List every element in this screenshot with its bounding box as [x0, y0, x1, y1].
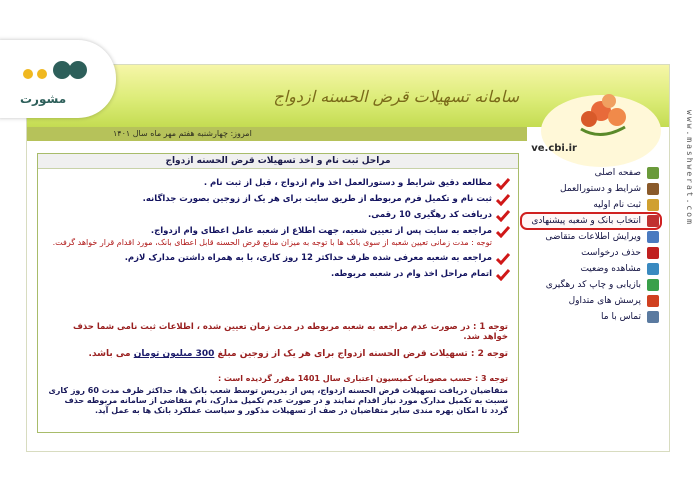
sidebar-item-contact[interactable] [521, 309, 661, 325]
steps-list [42, 178, 510, 285]
home-icon [647, 167, 659, 179]
step-item [42, 253, 510, 264]
note-2-amount: 300 میلیون تومان [133, 349, 215, 359]
page-frame [26, 64, 670, 452]
main-panel [37, 153, 519, 433]
monitor-icon [647, 263, 659, 275]
logo-mark-icon [20, 54, 90, 84]
arrow-icon [647, 215, 659, 227]
step-item [42, 269, 510, 280]
step-item [42, 210, 510, 221]
main-title: مراحل ثبت نام و اخذ تسهیلات قرض الحسنه ازدواج [38, 154, 518, 169]
sidebar-item-label: ثبت نام اولیه [593, 200, 641, 210]
sidebar-item-help[interactable] [521, 293, 661, 309]
sidebar-item-edit[interactable] [521, 197, 661, 213]
side-url: www.mashwerat.com [685, 110, 694, 226]
step-note: توجه : مدت زمانی تعیین شعبه از سوی بانک ها با توجه به میزان منابع قرض الحسنه قابل اعطای بانک، مورد اقدام قرار خواهد گرفت. [52, 238, 492, 247]
sidebar-item-home[interactable] [521, 165, 661, 181]
sidebar-item-book[interactable] [521, 181, 661, 197]
step-text: مراجعه به شعبه معرفی شده ظرف حداکثر 12 روز کاری، با به همراه داشتن مدارک لازم. [124, 253, 492, 263]
date-text: امروز: چهارشنبه هفتم مهر ماه سال ۱۴۰۱ [113, 129, 252, 138]
pencil-icon [647, 231, 659, 243]
step-text: مراجعه به سایت پس از تعیین شعبه، جهت اطلاع از شعبه عامل اعطای وام ازدواج. [150, 226, 492, 236]
checkmark-icon [496, 269, 510, 281]
sidebar-item-label: پرسش های متداول [568, 296, 641, 306]
logo-text: مشورت [20, 92, 67, 106]
sidebar-item-label: تماس با ما [601, 312, 641, 322]
note-2-suffix: می باشد. [88, 349, 131, 359]
date-bar [27, 127, 527, 141]
delete-icon [647, 247, 659, 259]
contact-icon [647, 311, 659, 323]
step-text: ثبت نام و تکمیل فرم مربوطه از طریق سایت برای هر یک از زوجین بصورت جداگانه. [142, 194, 492, 204]
checkmark-icon [496, 178, 510, 190]
site-tag[interactable]: ve.cbi.ir [531, 143, 577, 154]
header-title: سامانه تسهیلات قرض الحسنه ازدواج [273, 87, 519, 106]
note-3-body: متقاضیان دریافت تسهیلات قرض الحسنه ازدواج، پس از بدریس توسط شعب بانک ها، حداکثر ظرف مدت 60 روز کاری نسبت به تکمیل مدارک مورد نیاز اقدام نمایند و در صورت عدم تکمیل مدارک، نام متقاضی از سامانه مربوطه حذف گردد تا امکان بهره مندی سایر متقاضیان در صف از تسهیلات مذکور و سیاست عملکرد بانک ها به عمل آید. [48, 386, 508, 415]
step-item [42, 194, 510, 205]
step-text: دریافت کد رهگیری 10 رقمی. [367, 210, 492, 220]
note-3-head: توجه 3 : حسب مصوبات کمیسیون اعتباری سال 1401 مقرر گردیده است : [217, 374, 508, 383]
sidebar-item-label: حذف درخواست [581, 248, 641, 258]
sidebar-menu [521, 165, 661, 325]
step-item [42, 226, 510, 248]
note-2-prefix: توجه 2 : تسهیلات قرض الحسنه ازدواج برای هر یک از زوجین مبلغ [217, 349, 508, 359]
sidebar-item-pencil[interactable] [521, 229, 661, 245]
sidebar-item-label: مشاهده وضعیت [580, 264, 641, 274]
note-1: توجه 1 : در صورت عدم مراجعه به شعبه مربوطه در مدت زمان تعیین شده ، اطلاعات ثبت نامی شما حذف خواهد شد. [72, 322, 508, 342]
book-icon [647, 183, 659, 195]
edit-icon [647, 199, 659, 211]
sidebar-item-label: ویرایش اطلاعات متقاضی [545, 232, 641, 242]
sidebar-item-label: صفحه اصلی [594, 168, 641, 178]
note-2 [48, 349, 508, 359]
sidebar-item-label: شرایط و دستورالعمل [560, 184, 641, 194]
checkmark-icon [496, 210, 510, 222]
sidebar-item-label: انتخاب بانک و شعبه پیشنهادی [531, 216, 641, 226]
checkmark-icon [496, 194, 510, 206]
watermark-logo [0, 40, 116, 118]
note-3 [48, 374, 508, 416]
sidebar-item-arrow[interactable] [521, 213, 661, 229]
sidebar-item-delete[interactable] [521, 245, 661, 261]
checkmark-icon [496, 253, 510, 265]
sidebar-item-monitor[interactable] [521, 261, 661, 277]
sidebar-item-label: بازیابی و چاپ کد رهگیری [545, 280, 641, 290]
header-banner [27, 65, 669, 127]
checkmark-icon [496, 226, 510, 238]
step-item [42, 178, 510, 189]
step-text: اتمام مراحل اخذ وام در شعبه مربوطه. [330, 269, 492, 279]
help-icon [647, 295, 659, 307]
step-text: مطالعه دقیق شرایط و دستورالعمل اخذ وام ازدواج ، قبل از ثبت نام . [203, 178, 492, 188]
refresh-icon [647, 279, 659, 291]
sidebar-item-refresh[interactable] [521, 277, 661, 293]
